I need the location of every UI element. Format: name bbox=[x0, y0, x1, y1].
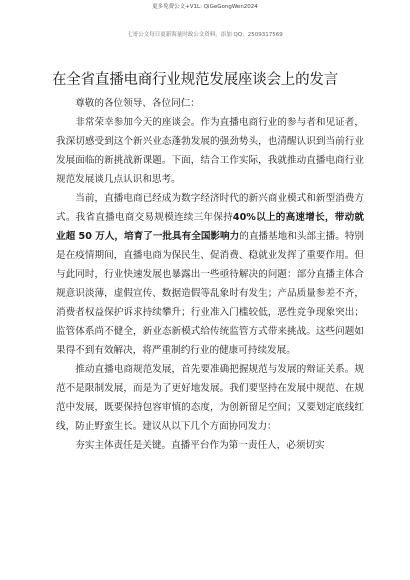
document-body bbox=[56, 94, 364, 455]
paragraph-status-highlight: 40%以上的高速增长，带动就业超 50 万人，培育了一批具有全国影响力 bbox=[56, 212, 365, 242]
paragraph-responsibility: 夯实主体责任是关键。直播平台作为第一责任人，必须切实 bbox=[75, 440, 325, 451]
paragraph-intro: 非常荣幸参加今天的座谈会。作为直播电商行业的参与者和见证者，我深切感受到这个新兴业态蓬勃发展的强劲势头，也清醒认识到当前行业发展面临的新挑战新课题。下面，结合工作实际，我就推动直播电商行业规范发展谈几点认识和思考。 bbox=[56, 117, 364, 185]
paragraph-principle: 推动直播电商规范发展，首先要准确把握规范与发展的辩证关系。规范不是限制发展，而是为了更好地发展。我们要坚持在发展中规范、在规范中发展，既要保持包容审慎的态度，为创新留足空间；又要划定底线红线，防止野蛮生长。建议从以下几个方面协同发力： bbox=[56, 364, 364, 432]
paragraph-status-text-a: 当前，直播电商已经成为数字经济时代的新兴商业模式和新型消费方式。我省直播电商交易规模连续三年保持 bbox=[56, 193, 364, 223]
paragraph-status bbox=[56, 189, 364, 360]
document-title: 在全省直播电商行业规范发展座谈会上的发言 bbox=[52, 72, 338, 88]
promo-notice: 七哥公文每日更新海量时政公文资料，添加 QQ：2509317569 bbox=[127, 32, 283, 38]
salutation: 尊敬的各位领导、各位同仁： bbox=[75, 98, 200, 109]
promo-header: 更多免费公文+V1L: QiGeGongWen2024 bbox=[152, 4, 258, 10]
paragraph-status-text-c: 的直播基地和头部主播。特别是在疫情期间，直播电商为保民生、促消费、稳就业发挥了重要作用。但与此同时，行业快速发展也暴露出一些亟待解决的问题：部分直播主体合规意识淡薄，虚假宣传、数据造假等乱象时有发生；产品质量参差不齐，消费者权益保护诉求持续攀升；行业准入门槛较低，恶性竞争现象突出；监管体系尚不健全，新业态新模式给传统监管方式带来挑战。这些问题如果得不到有效解决，将严重制约行业的健康可持续发展。 bbox=[56, 231, 365, 356]
